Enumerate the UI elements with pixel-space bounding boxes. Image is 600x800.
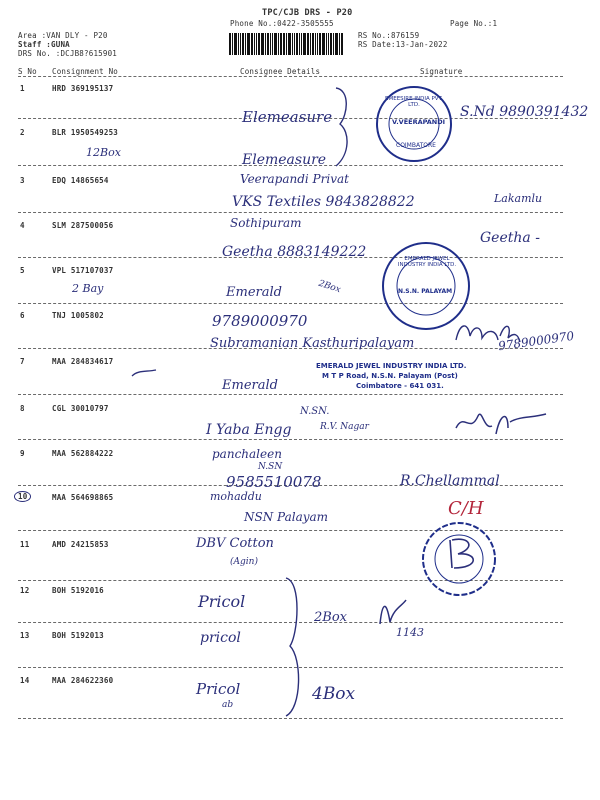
pen-mark [130, 366, 160, 380]
handwritten-consignee: Elemeasure [242, 108, 333, 126]
stamp-line: Coimbatore - 641 031. [356, 382, 444, 390]
handwritten-address: R.V. Nagar [320, 422, 369, 432]
barcode-bar [240, 33, 241, 55]
barcode-bar [229, 33, 231, 55]
handwritten-consignee: Elemeasure [242, 152, 327, 168]
handwritten-note: (Agin) [230, 557, 258, 567]
barcode-bar [328, 33, 329, 55]
barcode-bar [303, 33, 306, 55]
col-details: Consignee Details [240, 67, 321, 76]
rs-number: RS No.:876159 [358, 31, 420, 40]
handwritten-consignee: Veerapandi Privat [240, 172, 349, 186]
handwritten-company: I Yaba Engg [206, 422, 292, 438]
col-signature: Signature [420, 67, 463, 76]
row-consignment: HRD 369195137 [52, 84, 114, 93]
barcode-bar [265, 33, 266, 55]
rs-date: RS Date:13-Jan-2022 [358, 40, 448, 49]
handwritten-address: Subramanian Kasthuripalayam [210, 336, 415, 351]
row-divider [18, 212, 563, 213]
stamp-center-text: V.VEERAPANDI [392, 118, 446, 126]
circled-row-number: 10 [14, 491, 31, 502]
staff-label: Staff :GUNA [18, 40, 70, 49]
barcode-bar [245, 33, 246, 55]
barcode-bar [288, 33, 291, 55]
barcode-bar [256, 33, 257, 55]
row-sno: 3 [20, 176, 25, 185]
handwritten-signature: S.Nd 9890391432 [460, 104, 589, 120]
barcode-bar [296, 33, 298, 55]
row-consignment: BOH 5192016 [52, 586, 104, 595]
handwritten-signature: R.Chellammal [400, 473, 500, 489]
handwritten-brace [280, 574, 310, 720]
row-sno: 12 [20, 586, 30, 595]
handwritten-box-count: 4Box [312, 684, 356, 704]
handwritten-box-count: 2Box [314, 610, 347, 625]
barcode-bar [267, 33, 269, 55]
barcode-bar [251, 33, 253, 55]
barcode-bar [322, 33, 325, 55]
handwritten-signature: C/H [448, 498, 484, 519]
handwritten-signature: 9789000970 [497, 328, 575, 354]
handwritten-consignee: mohaddu [210, 490, 262, 503]
barcode-bar [292, 33, 293, 55]
barcode-bar [326, 33, 327, 55]
row-consignment: AMD 24215853 [52, 540, 109, 549]
row-consignment: MAA 562884222 [52, 449, 114, 458]
barcode-bar [286, 33, 287, 55]
row-sno: 8 [20, 404, 25, 413]
barcode-bar [339, 33, 340, 55]
barcode-bar [274, 33, 277, 55]
handwritten-signature: Geetha - [480, 230, 540, 246]
signature-scribble [450, 404, 550, 440]
handwritten-consignee: pricol [200, 630, 241, 646]
row-sno: 1 [20, 84, 25, 93]
row-sno: 14 [20, 676, 30, 685]
stamp-center-text: N.S.N. PALAYAM [398, 288, 453, 295]
handwritten-signature: 1143 [396, 626, 424, 639]
row-divider [18, 394, 563, 395]
barcode-bar [238, 33, 239, 55]
row-consignment: EDQ 14865654 [52, 176, 109, 185]
barcode-bar [341, 33, 343, 55]
col-consignment: Consignment No [52, 67, 119, 76]
handwritten-consignee: DBV Cotton [196, 536, 274, 551]
handwritten-signature: Lakamlu [494, 192, 543, 205]
barcode-bar [310, 33, 311, 55]
barcode-bar [258, 33, 260, 55]
handwritten-consignee: Emerald [222, 378, 278, 393]
row-divider [18, 303, 563, 304]
handwritten-consignee: Pricol [196, 680, 241, 698]
barcode-bar [242, 33, 244, 55]
stamp-city-text: COIMBATORE [396, 142, 436, 149]
handwritten-area: Sothipuram [230, 216, 302, 230]
row-sno: 2 [20, 128, 25, 137]
row-consignment: TNJ 1005802 [52, 311, 104, 320]
row-sno: 7 [20, 357, 25, 366]
barcode-bar [270, 33, 271, 55]
handwritten-brace [332, 84, 356, 170]
row-consignment: MAA 284622360 [52, 676, 114, 685]
row-sno: 9 [20, 449, 25, 458]
handwritten-company: VKS Textiles 9843828822 [232, 194, 415, 210]
barcode-bar [307, 33, 309, 55]
company-stamp [380, 240, 472, 332]
handwritten-note: ab [222, 700, 234, 710]
barcode-bar [330, 33, 332, 55]
handwritten-box-count: 2Box [317, 278, 342, 296]
row-sno: 4 [20, 221, 25, 230]
stamp-ring-text: EMERALD JEWEL INDUSTRY INDIA LTD. [397, 256, 457, 268]
row-sno [14, 492, 31, 501]
barcode [229, 33, 354, 55]
col-sno: S No [18, 67, 37, 76]
header-divider [18, 76, 563, 77]
barcode-bar [299, 33, 300, 55]
handwritten-consignee: panchaleen [212, 447, 282, 461]
row-consignment: BOH 5192013 [52, 631, 104, 640]
barcode-bar [234, 33, 237, 55]
stamp-line: M T P Road, N.S.N. Palayam (Post) [322, 372, 458, 380]
page-number: Page No.:1 [450, 19, 498, 28]
drs-number: DRS No. :DCJB8?615901 [18, 49, 118, 58]
row-sno: 6 [20, 311, 25, 320]
area-label: Area :VAN DLY - P20 [18, 31, 108, 40]
row-consignment: SLM 287500056 [52, 221, 114, 230]
barcode-bar [294, 33, 295, 55]
handwritten-note: 12Box [86, 146, 121, 159]
barcode-bar [335, 33, 338, 55]
barcode-bar [272, 33, 273, 55]
handwritten-area: N.SN. [300, 406, 330, 417]
sheet-title: TPC/CJB DRS - P20 [262, 8, 353, 18]
handwritten-consignee: Emerald [226, 285, 282, 300]
barcode-bar [317, 33, 318, 55]
barcode-bar [261, 33, 264, 55]
barcode-bar [333, 33, 334, 55]
barcode-bar [280, 33, 282, 55]
handwritten-consignee: Pricol [198, 592, 246, 611]
barcode-bar [254, 33, 255, 55]
handwritten-phone: 9789000970 [212, 312, 308, 330]
row-sno: 13 [20, 631, 30, 640]
barcode-bar [247, 33, 250, 55]
handwritten-area: N.SN [258, 462, 283, 472]
barcode-bar [301, 33, 302, 55]
handwritten-phone: 9585510078 [226, 473, 322, 491]
row-consignment: MAA 564698865 [52, 493, 114, 502]
row-sno: 5 [20, 266, 25, 275]
stamp-ring-text: EMEESIRE INDIA PVT. LTD. [385, 96, 443, 108]
barcode-bar [232, 33, 233, 55]
company-stamp [420, 520, 498, 598]
stamp-line: EMERALD JEWEL INDUSTRY INDIA LTD. [316, 362, 467, 370]
barcode-bar [315, 33, 316, 55]
phone-number: Phone No.:0422-3505555 [230, 19, 334, 28]
row-consignment: BLR 1950549253 [52, 128, 119, 137]
row-consignment: CGL 30010797 [52, 404, 109, 413]
row-consignment: VPL 517107037 [52, 266, 114, 275]
handwritten-note: 2 Bay [72, 282, 104, 295]
handwritten-contact: Geetha 8883149222 [222, 244, 367, 260]
row-sno: 11 [20, 540, 30, 549]
barcode-bar [278, 33, 279, 55]
barcode-bar [283, 33, 285, 55]
handwritten-area: NSN Palayam [244, 510, 329, 524]
barcode-bar [319, 33, 321, 55]
row-consignment: MAA 284834617 [52, 357, 114, 366]
barcode-bar [312, 33, 314, 55]
